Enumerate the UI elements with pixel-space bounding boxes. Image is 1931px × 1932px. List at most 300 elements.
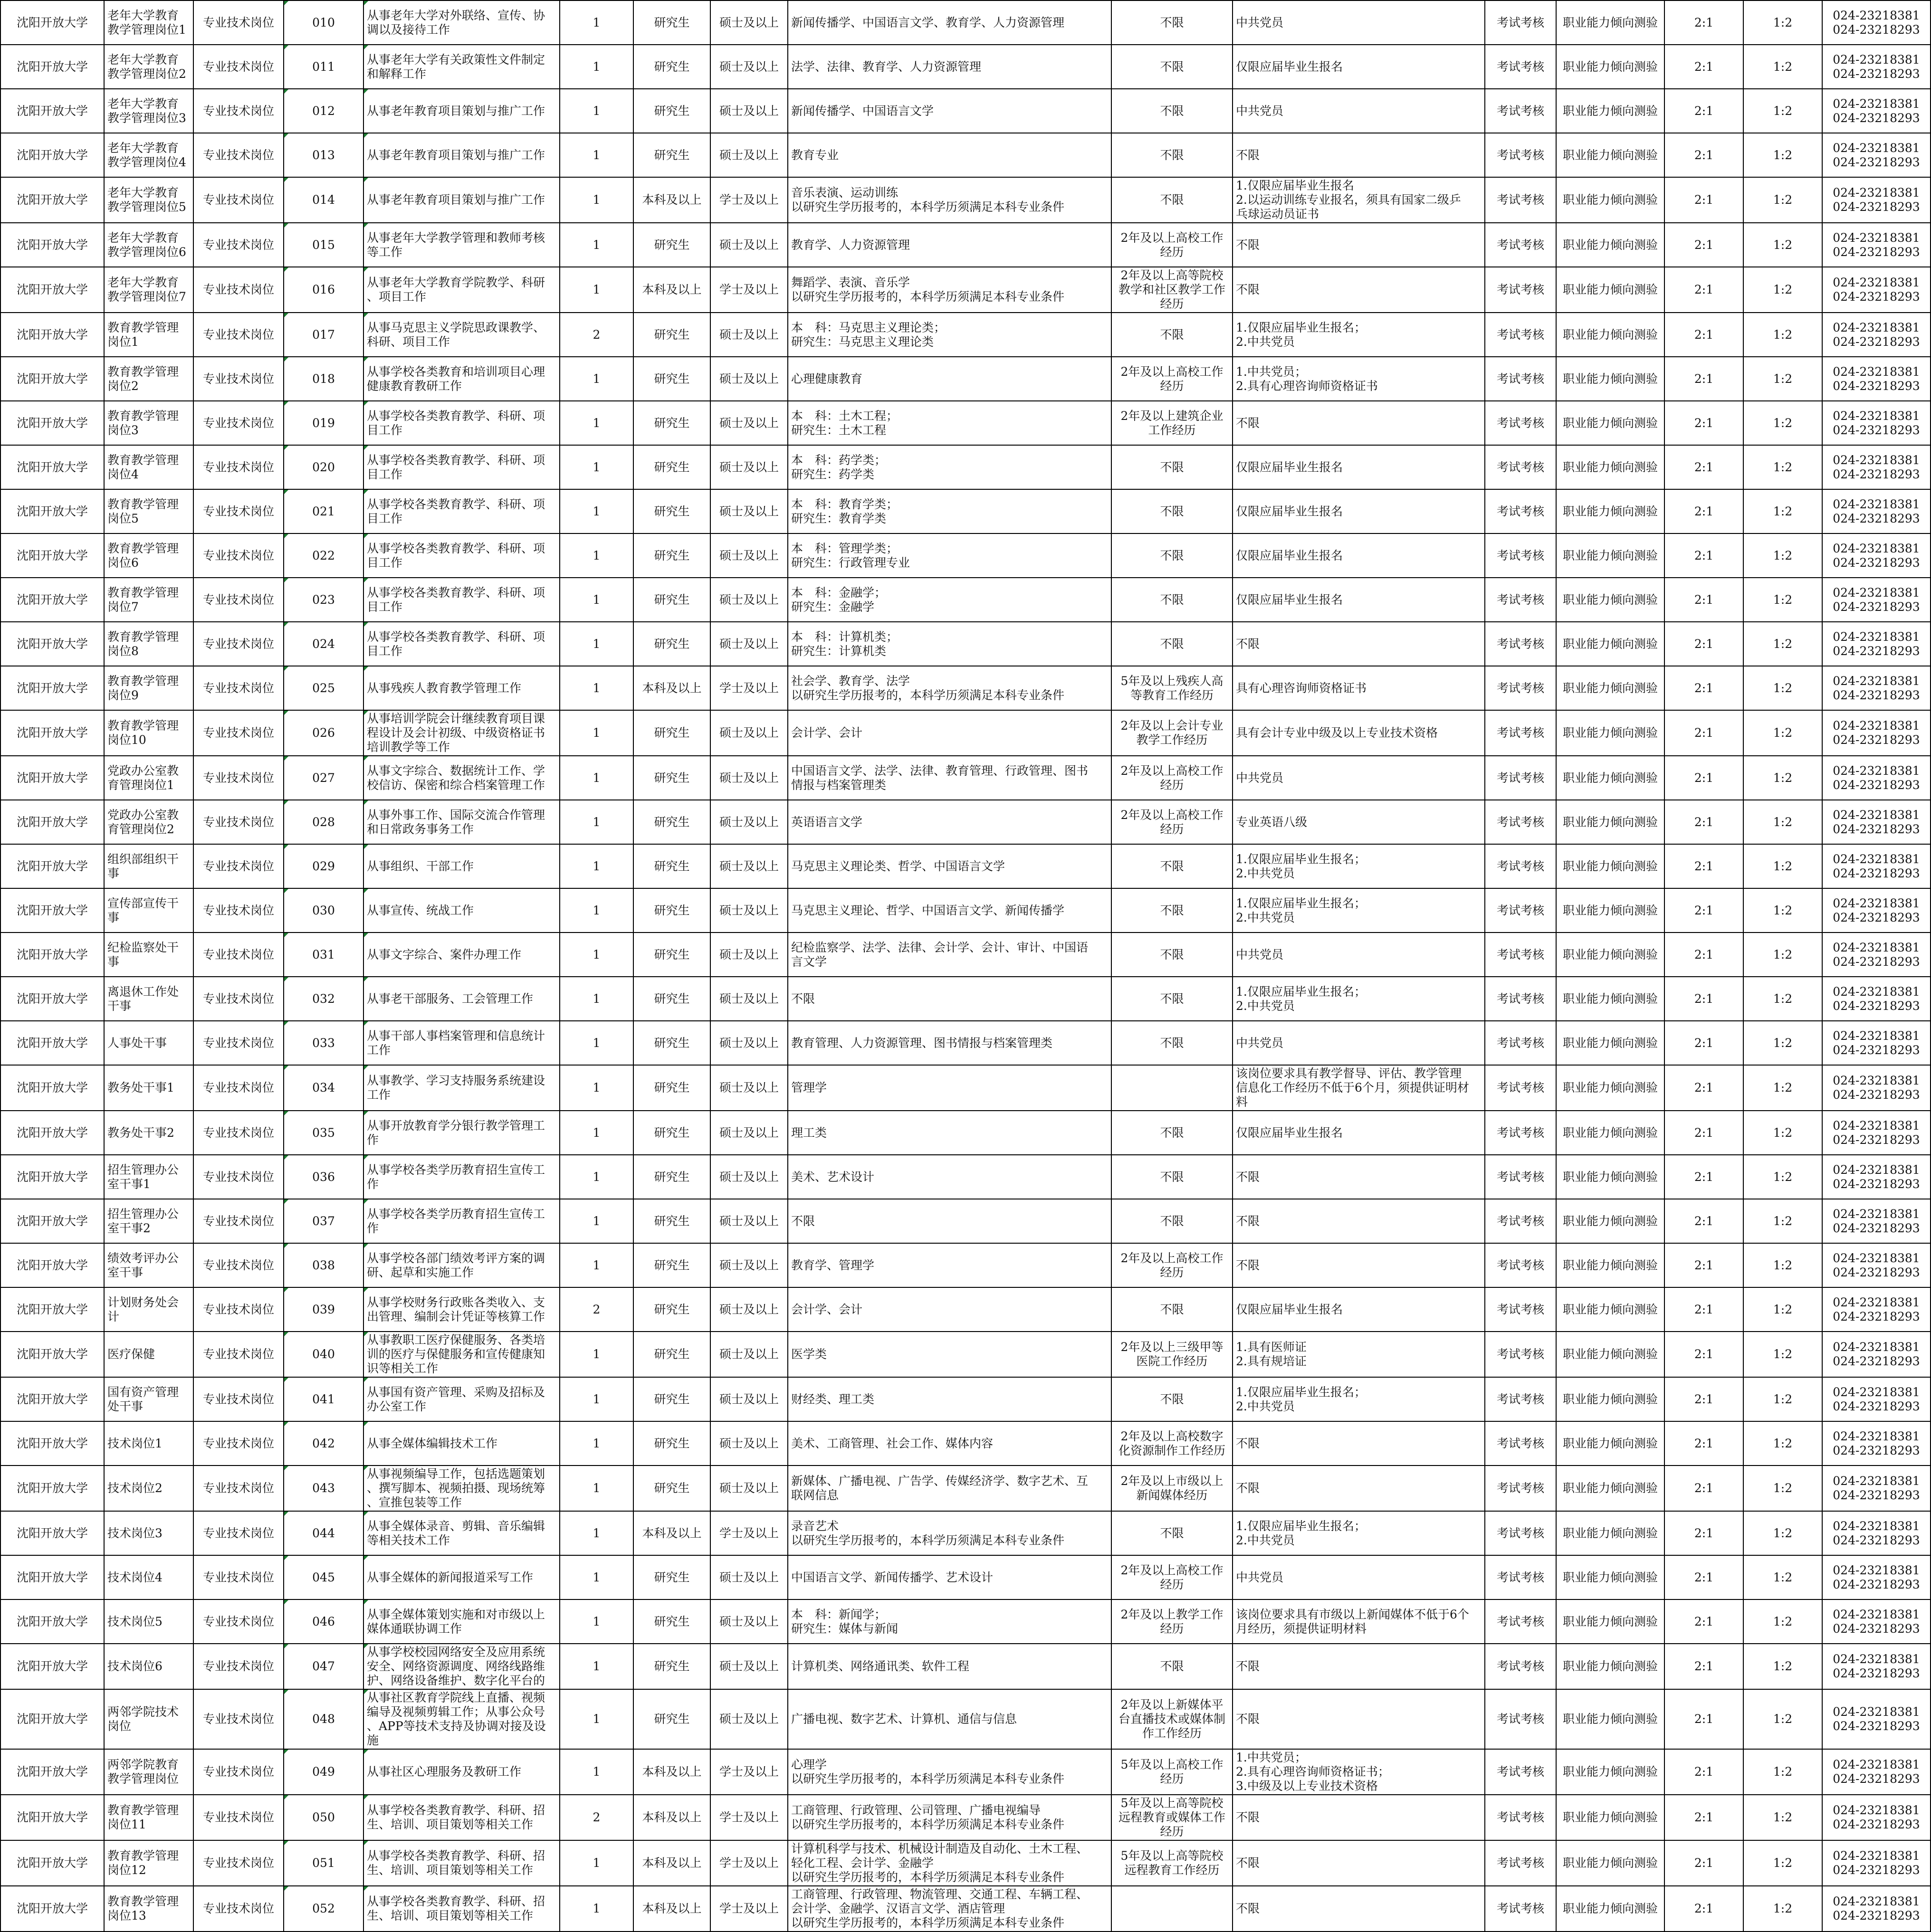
education-cell: 研究生 [633,1377,710,1421]
test-cell: 职业能力倾向测验 [1556,844,1664,888]
method-cell: 考试考核 [1485,1155,1556,1199]
education-cell: 研究生 [633,489,710,533]
description-cell: 从事学校各类教育教学、科研、招 生、培训、项目策划等相关工作 [363,1840,560,1886]
other-cell: 不限 [1233,133,1485,177]
ratio2-cell: 1:2 [1743,1840,1822,1886]
code-cell: 050 [284,1795,363,1840]
table-row [0,888,1931,933]
ratio2-cell: 1:2 [1743,977,1822,1021]
test-cell: 职业能力倾向测验 [1556,977,1664,1021]
education-cell: 研究生 [633,133,710,177]
degree-cell: 硕士及以上 [710,1065,788,1111]
table-row [0,622,1931,666]
major-cell: 纪检监察学、法学、法律、会计学、会计、审计、中国语 言文学 [788,933,1111,977]
ratio2-cell: 1:2 [1743,1886,1822,1932]
experience-cell: 不限 [1111,45,1233,89]
education-cell: 研究生 [633,401,710,445]
major-cell: 教育专业 [788,133,1111,177]
count-cell: 1 [560,1111,633,1155]
category-cell: 专业技术岗位 [193,1021,284,1065]
table-row [0,1749,1931,1795]
count-cell: 1 [560,1689,633,1749]
test-cell: 职业能力倾向测验 [1556,357,1664,401]
experience-cell: 不限 [1111,1644,1233,1689]
experience-cell: 不限 [1111,1287,1233,1332]
ratio1-cell: 2:1 [1664,844,1743,888]
phone-cell: 024-23218381 024-23218293 [1822,401,1931,445]
education-cell: 研究生 [633,223,710,267]
unit-cell: 沈阳开放大学 [0,267,104,313]
test-cell: 职业能力倾向测验 [1556,267,1664,313]
phone-cell: 024-23218381 024-23218293 [1822,756,1931,800]
major-cell: 计算机类、网络通讯类、软件工程 [788,1644,1111,1689]
ratio1-cell: 2:1 [1664,445,1743,489]
count-cell: 1 [560,1599,633,1644]
unit-cell: 沈阳开放大学 [0,1840,104,1886]
category-cell: 专业技术岗位 [193,0,284,45]
education-cell: 研究生 [633,1466,710,1511]
method-cell: 考试考核 [1485,223,1556,267]
other-cell: 1.中共党员； 2.具有心理咨询师资格证书 [1233,357,1485,401]
table-row [0,445,1931,489]
unit-cell: 沈阳开放大学 [0,1377,104,1421]
count-cell: 1 [560,756,633,800]
degree-cell: 硕士及以上 [710,800,788,844]
ratio2-cell: 1:2 [1743,45,1822,89]
post-cell: 教育教学管理 岗位10 [104,710,193,756]
table-row [0,844,1931,888]
count-cell: 1 [560,888,633,933]
major-cell: 教育管理、人力资源管理、图书情报与档案管理类 [788,1021,1111,1065]
education-cell: 本科及以上 [633,666,710,710]
code-cell: 041 [284,1377,363,1421]
education-cell: 研究生 [633,0,710,45]
count-cell: 1 [560,844,633,888]
ratio1-cell: 2:1 [1664,578,1743,622]
table-row [0,800,1931,844]
other-cell: 不限 [1233,1886,1485,1932]
ratio1-cell: 2:1 [1664,401,1743,445]
table-row [0,133,1931,177]
category-cell: 专业技术岗位 [193,45,284,89]
table-row [0,401,1931,445]
count-cell: 1 [560,1377,633,1421]
unit-cell: 沈阳开放大学 [0,1111,104,1155]
code-cell: 031 [284,933,363,977]
ratio1-cell: 2:1 [1664,1511,1743,1555]
method-cell: 考试考核 [1485,1243,1556,1287]
code-cell: 045 [284,1555,363,1599]
code-cell: 034 [284,1065,363,1111]
ratio2-cell: 1:2 [1743,710,1822,756]
count-cell: 1 [560,1065,633,1111]
table-row [0,1886,1931,1932]
other-cell: 1.仅限应届毕业生报名； 2.中共党员 [1233,844,1485,888]
post-cell: 老年大学教育 教学管理岗位1 [104,0,193,45]
count-cell: 1 [560,533,633,578]
ratio2-cell: 1:2 [1743,533,1822,578]
other-cell: 仅限应届毕业生报名 [1233,1111,1485,1155]
unit-cell: 沈阳开放大学 [0,977,104,1021]
experience-cell: 5年及以上高等院校 远程教育工作经历 [1111,1840,1233,1886]
major-cell: 英语语言文学 [788,800,1111,844]
post-cell: 技术岗位2 [104,1466,193,1511]
test-cell: 职业能力倾向测验 [1556,1599,1664,1644]
category-cell: 专业技术岗位 [193,89,284,133]
phone-cell: 024-23218381 024-23218293 [1822,0,1931,45]
phone-cell: 024-23218381 024-23218293 [1822,800,1931,844]
post-cell: 国有资产管理 处干事 [104,1377,193,1421]
post-cell: 教育教学管理 岗位6 [104,533,193,578]
category-cell: 专业技术岗位 [193,977,284,1021]
other-cell: 不限 [1233,622,1485,666]
code-cell: 046 [284,1599,363,1644]
code-cell: 048 [284,1689,363,1749]
experience-cell: 2年及以上高校工作 经历 [1111,756,1233,800]
category-cell: 专业技术岗位 [193,710,284,756]
method-cell: 考试考核 [1485,933,1556,977]
degree-cell: 硕士及以上 [710,357,788,401]
degree-cell: 硕士及以上 [710,1421,788,1466]
count-cell: 1 [560,1155,633,1199]
category-cell: 专业技术岗位 [193,1065,284,1111]
degree-cell: 硕士及以上 [710,1377,788,1421]
degree-cell: 学士及以上 [710,1795,788,1840]
education-cell: 研究生 [633,578,710,622]
category-cell: 专业技术岗位 [193,578,284,622]
description-cell: 从事学校各类教育教学、科研、项 目工作 [363,445,560,489]
ratio1-cell: 2:1 [1664,977,1743,1021]
education-cell: 研究生 [633,45,710,89]
education-cell: 研究生 [633,1332,710,1377]
unit-cell: 沈阳开放大学 [0,933,104,977]
other-cell: 具有会计专业中级及以上专业技术资格 [1233,710,1485,756]
table-row [0,1111,1931,1155]
other-cell: 不限 [1233,267,1485,313]
ratio1-cell: 2:1 [1664,133,1743,177]
degree-cell: 硕士及以上 [710,1689,788,1749]
major-cell: 管理学 [788,1065,1111,1111]
ratio1-cell: 2:1 [1664,0,1743,45]
table-row [0,1243,1931,1287]
experience-cell: 2年及以上高校工作 经历 [1111,1243,1233,1287]
experience-cell: 2年及以上高等院校 教学和社区教学工作 经历 [1111,267,1233,313]
education-cell: 研究生 [633,622,710,666]
phone-cell: 024-23218381 024-23218293 [1822,223,1931,267]
education-cell: 研究生 [633,533,710,578]
degree-cell: 硕士及以上 [710,977,788,1021]
post-cell: 教育教学管理 岗位11 [104,1795,193,1840]
count-cell: 1 [560,223,633,267]
post-cell: 两邻学院教育 教学管理岗位 [104,1749,193,1795]
education-cell: 研究生 [633,710,710,756]
method-cell: 考试考核 [1485,401,1556,445]
test-cell: 职业能力倾向测验 [1556,1555,1664,1599]
category-cell: 专业技术岗位 [193,888,284,933]
phone-cell: 024-23218381 024-23218293 [1822,1599,1931,1644]
test-cell: 职业能力倾向测验 [1556,1466,1664,1511]
experience-cell: 5年及以上残疾人高 等教育工作经历 [1111,666,1233,710]
education-cell: 研究生 [633,1065,710,1111]
method-cell: 考试考核 [1485,1886,1556,1932]
category-cell: 专业技术岗位 [193,357,284,401]
test-cell: 职业能力倾向测验 [1556,1243,1664,1287]
ratio1-cell: 2:1 [1664,1599,1743,1644]
major-cell: 美术、艺术设计 [788,1155,1111,1199]
description-cell: 从事社区教育学院线上直播、视频 编导及视频剪辑工作；从事公众号 、APP等技术支持及协调对接及设施 [363,1689,560,1749]
table-row [0,1421,1931,1466]
table-row [0,710,1931,756]
ratio1-cell: 2:1 [1664,89,1743,133]
ratio2-cell: 1:2 [1743,666,1822,710]
ratio2-cell: 1:2 [1743,1155,1822,1199]
education-cell: 研究生 [633,1421,710,1466]
major-cell: 本 科：马克思主义理论类； 研究生：马克思主义理论类 [788,313,1111,357]
phone-cell: 024-23218381 024-23218293 [1822,888,1931,933]
post-cell: 技术岗位6 [104,1644,193,1689]
table-row [0,45,1931,89]
other-cell: 具有心理咨询师资格证书 [1233,666,1485,710]
education-cell: 研究生 [633,445,710,489]
experience-cell: 5年及以上高校工作 经历 [1111,1749,1233,1795]
unit-cell: 沈阳开放大学 [0,357,104,401]
test-cell: 职业能力倾向测验 [1556,756,1664,800]
test-cell: 职业能力倾向测验 [1556,45,1664,89]
code-cell: 013 [284,133,363,177]
degree-cell: 硕士及以上 [710,933,788,977]
ratio1-cell: 2:1 [1664,1377,1743,1421]
other-cell: 1.仅限应届毕业生报名； 2.中共党员 [1233,977,1485,1021]
count-cell: 1 [560,800,633,844]
ratio1-cell: 2:1 [1664,1287,1743,1332]
phone-cell: 024-23218381 024-23218293 [1822,1421,1931,1466]
other-cell: 不限 [1233,1644,1485,1689]
post-cell: 老年大学教育 教学管理岗位2 [104,45,193,89]
ratio2-cell: 1:2 [1743,933,1822,977]
test-cell: 职业能力倾向测验 [1556,888,1664,933]
experience-cell [1111,1886,1233,1932]
ratio2-cell: 1:2 [1743,1749,1822,1795]
other-cell: 1.仅限应届毕业生报名； 2.中共党员 [1233,888,1485,933]
count-cell: 1 [560,89,633,133]
ratio2-cell: 1:2 [1743,1689,1822,1749]
unit-cell: 沈阳开放大学 [0,1511,104,1555]
education-cell: 研究生 [633,933,710,977]
experience-cell: 2年及以上高校工作 经历 [1111,223,1233,267]
major-cell: 广播电视、数字艺术、计算机、通信与信息 [788,1689,1111,1749]
category-cell: 专业技术岗位 [193,177,284,223]
test-cell: 职业能力倾向测验 [1556,1749,1664,1795]
unit-cell: 沈阳开放大学 [0,0,104,45]
unit-cell: 沈阳开放大学 [0,1021,104,1065]
description-cell: 从事文字综合、案件办理工作 [363,933,560,977]
post-cell: 离退休工作处 干事 [104,977,193,1021]
method-cell: 考试考核 [1485,1421,1556,1466]
description-cell: 从事残疾人教育教学管理工作 [363,666,560,710]
description-cell: 从事学校各类教育教学、科研、招 生、培训、项目策划等相关工作 [363,1795,560,1840]
post-cell: 招生管理办公 室干事2 [104,1199,193,1243]
ratio2-cell: 1:2 [1743,844,1822,888]
major-cell: 理工类 [788,1111,1111,1155]
table-row [0,1466,1931,1511]
experience-cell: 2年及以上高校工作 经历 [1111,357,1233,401]
degree-cell: 硕士及以上 [710,223,788,267]
major-cell: 马克思主义理论类、哲学、中国语言文学 [788,844,1111,888]
description-cell: 从事社区心理服务及教研工作 [363,1749,560,1795]
method-cell: 考试考核 [1485,533,1556,578]
method-cell: 考试考核 [1485,1749,1556,1795]
degree-cell: 学士及以上 [710,177,788,223]
description-cell: 从事学校各类教育教学、科研、项 目工作 [363,578,560,622]
unit-cell: 沈阳开放大学 [0,1689,104,1749]
description-cell: 从事学校各类学历教育招生宣传工 作 [363,1199,560,1243]
test-cell: 职业能力倾向测验 [1556,578,1664,622]
test-cell: 职业能力倾向测验 [1556,622,1664,666]
code-cell: 047 [284,1644,363,1689]
unit-cell: 沈阳开放大学 [0,888,104,933]
degree-cell: 硕士及以上 [710,533,788,578]
ratio1-cell: 2:1 [1664,1111,1743,1155]
phone-cell: 024-23218381 024-23218293 [1822,177,1931,223]
table-row [0,666,1931,710]
code-cell: 021 [284,489,363,533]
count-cell: 1 [560,0,633,45]
experience-cell: 不限 [1111,445,1233,489]
degree-cell: 硕士及以上 [710,1111,788,1155]
test-cell: 职业能力倾向测验 [1556,1021,1664,1065]
test-cell: 职业能力倾向测验 [1556,1511,1664,1555]
ratio1-cell: 2:1 [1664,933,1743,977]
other-cell: 仅限应届毕业生报名 [1233,533,1485,578]
category-cell: 专业技术岗位 [193,1421,284,1466]
count-cell: 1 [560,1243,633,1287]
post-cell: 教育教学管理 岗位1 [104,313,193,357]
category-cell: 专业技术岗位 [193,844,284,888]
ratio1-cell: 2:1 [1664,1421,1743,1466]
method-cell: 考试考核 [1485,888,1556,933]
description-cell: 从事全媒体策划实施和对市级以上 媒体通联协调工作 [363,1599,560,1644]
table-row [0,1840,1931,1886]
post-cell: 技术岗位1 [104,1421,193,1466]
education-cell: 本科及以上 [633,1749,710,1795]
code-cell: 027 [284,756,363,800]
post-cell: 教务处干事2 [104,1111,193,1155]
code-cell: 014 [284,177,363,223]
count-cell: 1 [560,1511,633,1555]
method-cell: 考试考核 [1485,977,1556,1021]
code-cell: 015 [284,223,363,267]
count-cell: 1 [560,710,633,756]
education-cell: 研究生 [633,1243,710,1287]
count-cell: 1 [560,401,633,445]
post-cell: 技术岗位3 [104,1511,193,1555]
count-cell: 1 [560,1749,633,1795]
post-cell: 教育教学管理 岗位8 [104,622,193,666]
experience-cell: 2年及以上三级甲等 医院工作经历 [1111,1332,1233,1377]
test-cell: 职业能力倾向测验 [1556,1287,1664,1332]
method-cell: 考试考核 [1485,756,1556,800]
other-cell: 不限 [1233,1840,1485,1886]
count-cell: 2 [560,313,633,357]
table-row [0,533,1931,578]
count-cell: 1 [560,489,633,533]
ratio2-cell: 1:2 [1743,1021,1822,1065]
ratio2-cell: 1:2 [1743,1511,1822,1555]
other-cell: 中共党员 [1233,0,1485,45]
phone-cell: 024-23218381 024-23218293 [1822,45,1931,89]
other-cell: 中共党员 [1233,756,1485,800]
other-cell: 专业英语八级 [1233,800,1485,844]
table-row [0,489,1931,533]
category-cell: 专业技术岗位 [193,533,284,578]
ratio1-cell: 2:1 [1664,533,1743,578]
test-cell: 职业能力倾向测验 [1556,1377,1664,1421]
test-cell: 职业能力倾向测验 [1556,1886,1664,1932]
method-cell: 考试考核 [1485,1840,1556,1886]
major-cell: 教育学、人力资源管理 [788,223,1111,267]
test-cell: 职业能力倾向测验 [1556,1111,1664,1155]
ratio1-cell: 2:1 [1664,1332,1743,1377]
degree-cell: 硕士及以上 [710,133,788,177]
test-cell: 职业能力倾向测验 [1556,1840,1664,1886]
unit-cell: 沈阳开放大学 [0,844,104,888]
method-cell: 考试考核 [1485,313,1556,357]
count-cell: 1 [560,1840,633,1886]
major-cell: 本 科：教育学类； 研究生：教育学类 [788,489,1111,533]
degree-cell: 硕士及以上 [710,1644,788,1689]
ratio2-cell: 1:2 [1743,1065,1822,1111]
other-cell: 不限 [1233,1795,1485,1840]
description-cell: 从事外事工作、国际交流合作管理 和日常政务事务工作 [363,800,560,844]
major-cell: 中国语言文学、法学、法律、教育管理、行政管理、图书 情报与档案管理类 [788,756,1111,800]
table-row [0,223,1931,267]
method-cell: 考试考核 [1485,1555,1556,1599]
test-cell: 职业能力倾向测验 [1556,533,1664,578]
other-cell: 1.具有医师证 2.具有规培证 [1233,1332,1485,1377]
major-cell: 不限 [788,977,1111,1021]
count-cell: 1 [560,45,633,89]
phone-cell: 024-23218381 024-23218293 [1822,1466,1931,1511]
ratio2-cell: 1:2 [1743,1466,1822,1511]
ratio2-cell: 1:2 [1743,357,1822,401]
description-cell: 从事老年大学有关政策性文件制定 和解释工作 [363,45,560,89]
ratio1-cell: 2:1 [1664,710,1743,756]
degree-cell: 硕士及以上 [710,1021,788,1065]
degree-cell: 硕士及以上 [710,756,788,800]
method-cell: 考试考核 [1485,1377,1556,1421]
unit-cell: 沈阳开放大学 [0,1555,104,1599]
method-cell: 考试考核 [1485,578,1556,622]
table-row [0,1199,1931,1243]
description-cell: 从事老年教育项目策划与推广工作 [363,89,560,133]
unit-cell: 沈阳开放大学 [0,1243,104,1287]
table-row [0,1511,1931,1555]
category-cell: 专业技术岗位 [193,401,284,445]
method-cell: 考试考核 [1485,1332,1556,1377]
count-cell: 1 [560,622,633,666]
table-row [0,1689,1931,1749]
table-row [0,357,1931,401]
ratio2-cell: 1:2 [1743,888,1822,933]
other-cell: 仅限应届毕业生报名 [1233,45,1485,89]
phone-cell: 024-23218381 024-23218293 [1822,1155,1931,1199]
category-cell: 专业技术岗位 [193,1511,284,1555]
ratio2-cell: 1:2 [1743,756,1822,800]
other-cell: 1.仅限应届毕业生报名； 2.中共党员 [1233,313,1485,357]
experience-cell: 不限 [1111,313,1233,357]
category-cell: 专业技术岗位 [193,1795,284,1840]
experience-cell: 不限 [1111,1155,1233,1199]
